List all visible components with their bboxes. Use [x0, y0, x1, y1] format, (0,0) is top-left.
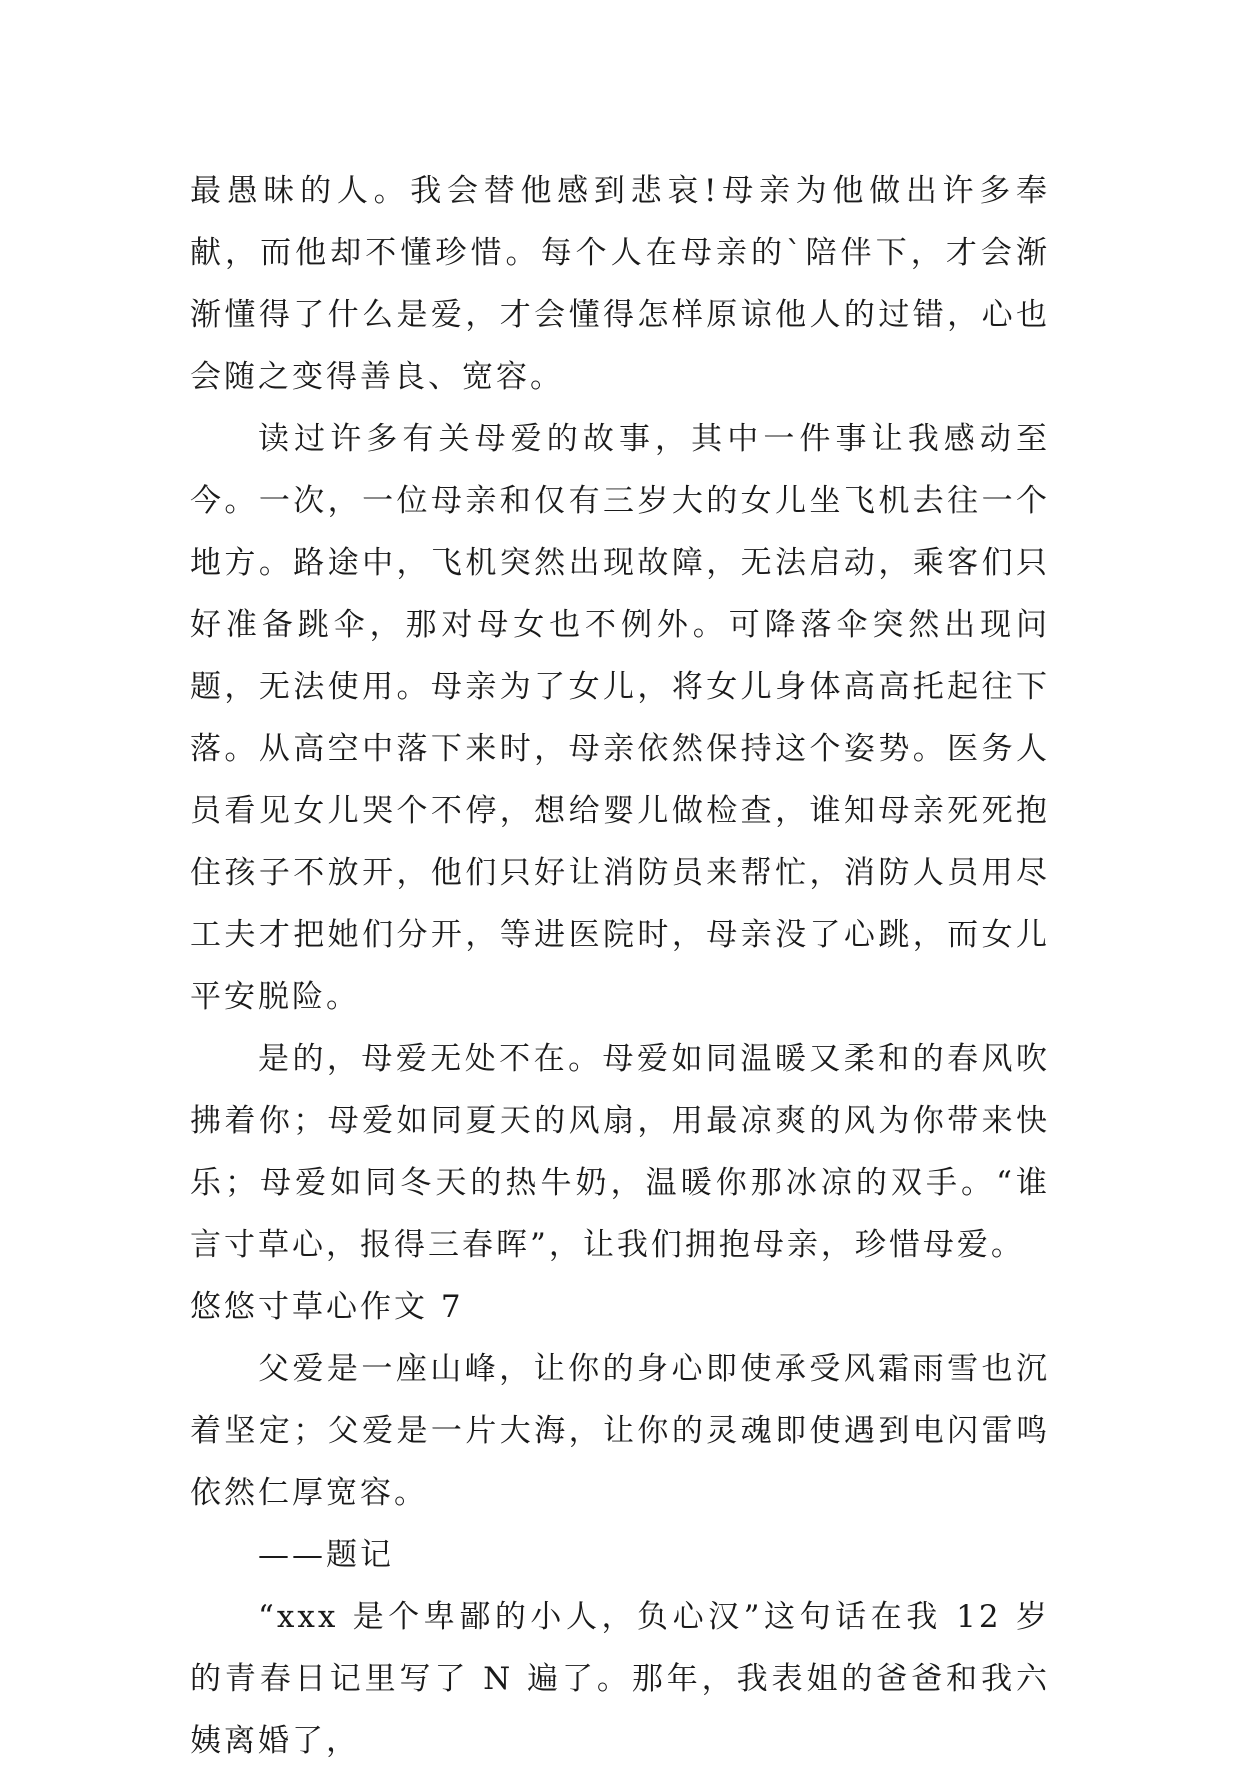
paragraph-story: 读过许多有关母爱的故事，其中一件事让我感动至今。一次，一位母亲和仅有三岁大的女儿坐飞机去往一个地方。路途中，飞机突然出现故障，无法启动，乘客们只好准备跳伞，那对母女也不例外。可降落伞突然出现问题，无法使用。母亲为了女儿，将女儿身体高高托起往下落。从高空中落下来时，母亲依然保持这个姿势。医务人员看见女儿哭个不停，想给婴儿做检查，谁知母亲死死抱住孩子不放开，他们只好让消防员来帮忙，消防人员用尽工夫才把她们分开，等进医院时，母亲没了心跳，而女儿平安脱险。: [190, 421, 1050, 1015]
section-title: 悠悠寸草心作文 7: [190, 1289, 464, 1325]
paragraph-epigraph: 父爱是一座山峰，让你的身心即使承受风霜雨雪也沉着坚定；父爱是一片大海，让你的灵魂即使遇到电闪雷鸣依然仁厚宽容。: [190, 1351, 1050, 1511]
paragraph-conclusion: 是的，母爱无处不在。母爱如同温暖又柔和的春风吹拂着你；母爱如同夏天的风扇，用最凉爽的风为你带来快乐；母爱如同冬天的热牛奶，温暖你那冰凉的双手。“谁言寸草心，报得三春晖”，让我们拥抱母亲，珍惜母爱。: [190, 1041, 1050, 1263]
paragraph-opening: “xxx 是个卑鄙的小人，负心汉”这句话在我 12 岁的青春日记里写了 N 遍了。那年，我表姐的爸爸和我六姨离婚了，: [190, 1599, 1050, 1759]
document-body: [190, 160, 1050, 1772]
paragraph-continuation: 最愚昧的人。我会替他感到悲哀!母亲为他做出许多奉献，而他却不懂珍惜。每个人在母亲的`陪伴下，才会渐渐懂得了什么是爱，才会懂得怎样原谅他人的过错，心也会随之变得善良、宽容。: [190, 173, 1050, 395]
epigraph-attribution: ——题记: [258, 1537, 394, 1573]
